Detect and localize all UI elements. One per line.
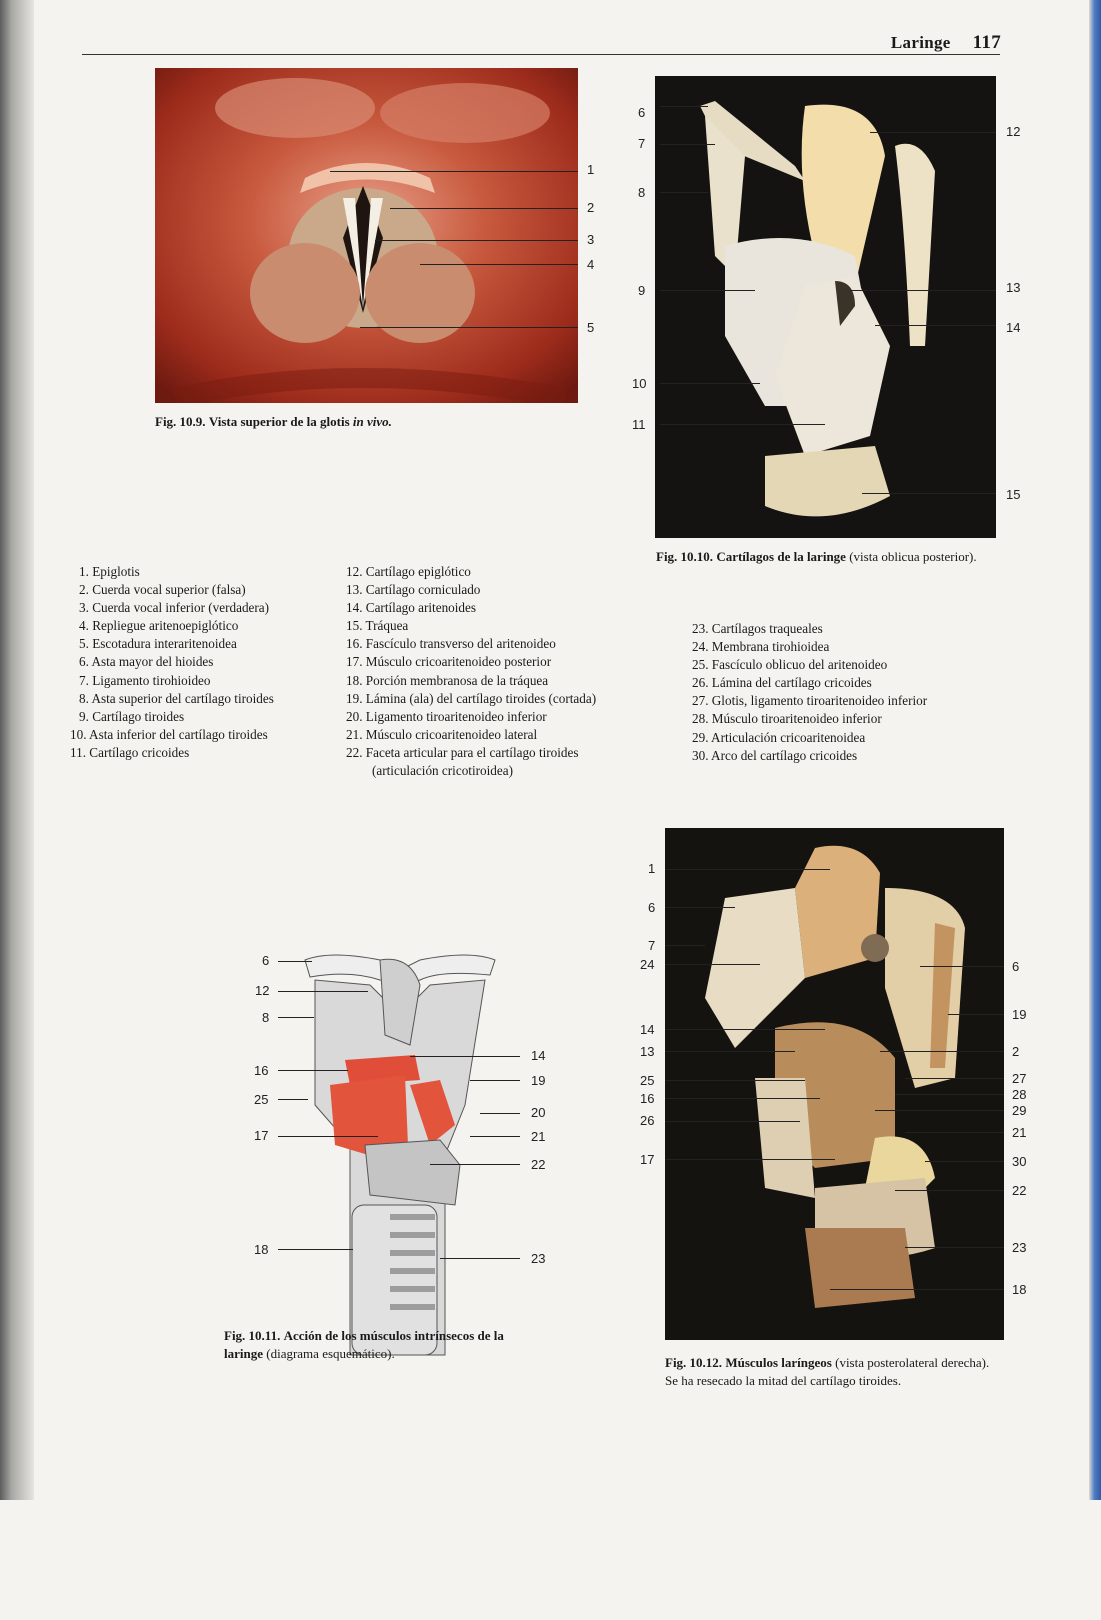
fig1011-label-18: 18 [254,1242,269,1257]
legend-item: (articulación cricotiroidea) [372,763,513,779]
legend-item: 24. Membrana tirohioidea [692,639,830,655]
fig1010-label-13: 13 [1006,280,1021,295]
fig1011-label-8: 8 [262,1010,270,1025]
fig1012-label-29: 29 [1012,1103,1027,1118]
fig1012-label-21: 21 [1012,1125,1027,1140]
fig1011-label-16: 16 [254,1063,269,1078]
fig1010-label-9: 9 [638,283,646,298]
fig1012-label-13: 13 [640,1044,655,1059]
fig1010-label-10: 10 [632,376,647,391]
legend-item: 10. Asta inferior del cartílago tiroides [70,726,268,742]
fig109-label-1: 1 [587,162,595,177]
fig1011-label-12: 12 [255,983,270,998]
legend-item: 27. Glotis, ligamento tiroaritenoideo inferior [692,693,928,709]
fig1012-label-17: 17 [640,1152,655,1167]
fig-10-12-photo [665,828,1004,1340]
fig1012-label-1: 1 [648,861,656,876]
fig1012-label-27: 27 [1012,1071,1027,1086]
fig1011-label-22: 22 [531,1157,546,1172]
fig1012-label-6r: 6 [1012,959,1020,974]
fig1011-label-19: 19 [531,1073,546,1088]
fig1012-label-24: 24 [640,957,655,972]
fig109-label-5: 5 [587,320,595,335]
legend-item: 11. Cartílago cricoides [70,744,190,760]
legend-item: 17. Músculo cricoaritenoideo posterior [346,654,552,670]
fig1012-label-25: 25 [640,1073,655,1088]
fig-10-9-photo [155,68,578,403]
fig109-label-4: 4 [587,257,595,272]
fig109-label-2: 2 [587,200,595,215]
fig-10-11-diagram [290,945,510,1620]
fig1012-label-6: 6 [648,900,656,915]
fig1012-label-18: 18 [1012,1282,1027,1297]
running-head [891,32,1001,54]
legend-item: 3. Cuerda vocal inferior (verdadera) [79,600,270,616]
fig1011-label-21: 21 [531,1129,546,1144]
legend-item: 8. Asta superior del cartílago tiroides [79,690,274,706]
fig1010-label-8: 8 [638,185,646,200]
fig1012-label-26: 26 [640,1113,655,1128]
legend-item: 22. Faceta articular para el cartílago tiroides [346,744,579,760]
legend-item: 13. Cartílago corniculado [346,582,481,598]
legend-item: 26. Lámina del cartílago cricoides [692,675,872,691]
legend-item: 12. Cartílago epiglótico [346,564,471,579]
fig1010-label-6: 6 [638,105,646,120]
legend-item: 16. Fascículo transverso del aritenoideo [346,636,556,652]
fig1010-label-15: 15 [1006,487,1021,502]
legend-column-2 [346,563,596,780]
fig1010-label-12: 12 [1006,124,1021,139]
fig109-label-3: 3 [587,232,595,247]
fig1012-label-28: 28 [1012,1087,1027,1102]
fig1012-label-7: 7 [648,938,656,953]
legend-item: 20. Ligamento tiroaritenoideo inferior [346,708,547,724]
legend-item: 30. Arco del cartílago cricoides [692,747,858,763]
page-number: 117 [972,32,1001,53]
fig1012-label-2: 2 [1012,1044,1020,1059]
legend-item: 19. Lámina (ala) del cartílago tiroides (cortada) [346,690,597,706]
legend-item: 7. Ligamento tirohioideo [79,672,211,688]
legend-item: 25. Fascículo oblicuo del aritenoideo [692,657,888,673]
fig1011-label-20: 20 [531,1105,546,1120]
header-rule [82,54,1000,55]
legend-column-3 [692,620,927,765]
fig1011-label-17: 17 [254,1128,269,1143]
fig-10-11-caption: Fig. 10.11. Acción de los músculos intrínsecos de la laringe (diagrama esquemático). [224,1328,504,1361]
fig1011-label-6: 6 [262,953,270,968]
legend-item: 15. Tráquea [346,618,409,634]
legend-item: 5. Escotadura interaritenoidea [79,636,237,652]
legend-item: 6. Asta mayor del hioides [79,654,214,670]
legend-item: 21. Músculo cricoaritenoideo lateral [346,726,538,742]
page-edge-blue [1089,0,1101,1500]
fig-10-10-photo [655,76,996,538]
fig1012-label-23: 23 [1012,1240,1027,1255]
legend-item: 9. Cartílago tiroides [79,708,185,724]
fig1012-label-16: 16 [640,1091,655,1106]
fig1012-label-14: 14 [640,1022,655,1037]
fig-10-9-caption: Fig. 10.9. Vista superior de la glotis in vivo. [155,414,392,429]
fig1011-label-14: 14 [531,1048,546,1063]
legend-item: 2. Cuerda vocal superior (falsa) [79,582,246,598]
section-title: Laringe [890,33,951,52]
fig1012-label-30: 30 [1012,1154,1027,1169]
fig-10-12-caption: Fig. 10.12. Músculos laríngeos (vista posterolateral derecha). Se ha resecado la mitad del cartílago tiroides. [665,1355,990,1388]
fig1010-label-11: 11 [632,417,646,432]
fig-10-10-caption: Fig. 10.10. Cartílagos de la laringe (vista oblicua posterior). [656,549,977,564]
legend-item: 14. Cartílago aritenoides [346,600,477,616]
legend-item: 1. Epiglotis [79,564,140,579]
page-binding-shadow [0,0,34,1500]
fig1011-label-23: 23 [531,1251,546,1266]
legend-column-1 [70,563,274,762]
fig1011-label-25: 25 [254,1092,269,1107]
fig1012-label-22: 22 [1012,1183,1027,1198]
legend-item: 4. Repliegue aritenoepiglótico [79,618,239,634]
fig1010-label-14: 14 [1006,320,1021,335]
legend-item: 18. Porción membranosa de la tráquea [346,672,549,688]
legend-item: 28. Músculo tiroaritenoideo inferior [692,711,882,727]
fig1010-label-7: 7 [638,136,646,151]
fig1012-label-19: 19 [1012,1007,1027,1022]
legend-item: 23. Cartílagos traqueales [692,621,823,636]
legend-item: 29. Articulación cricoaritenoidea [692,729,866,745]
